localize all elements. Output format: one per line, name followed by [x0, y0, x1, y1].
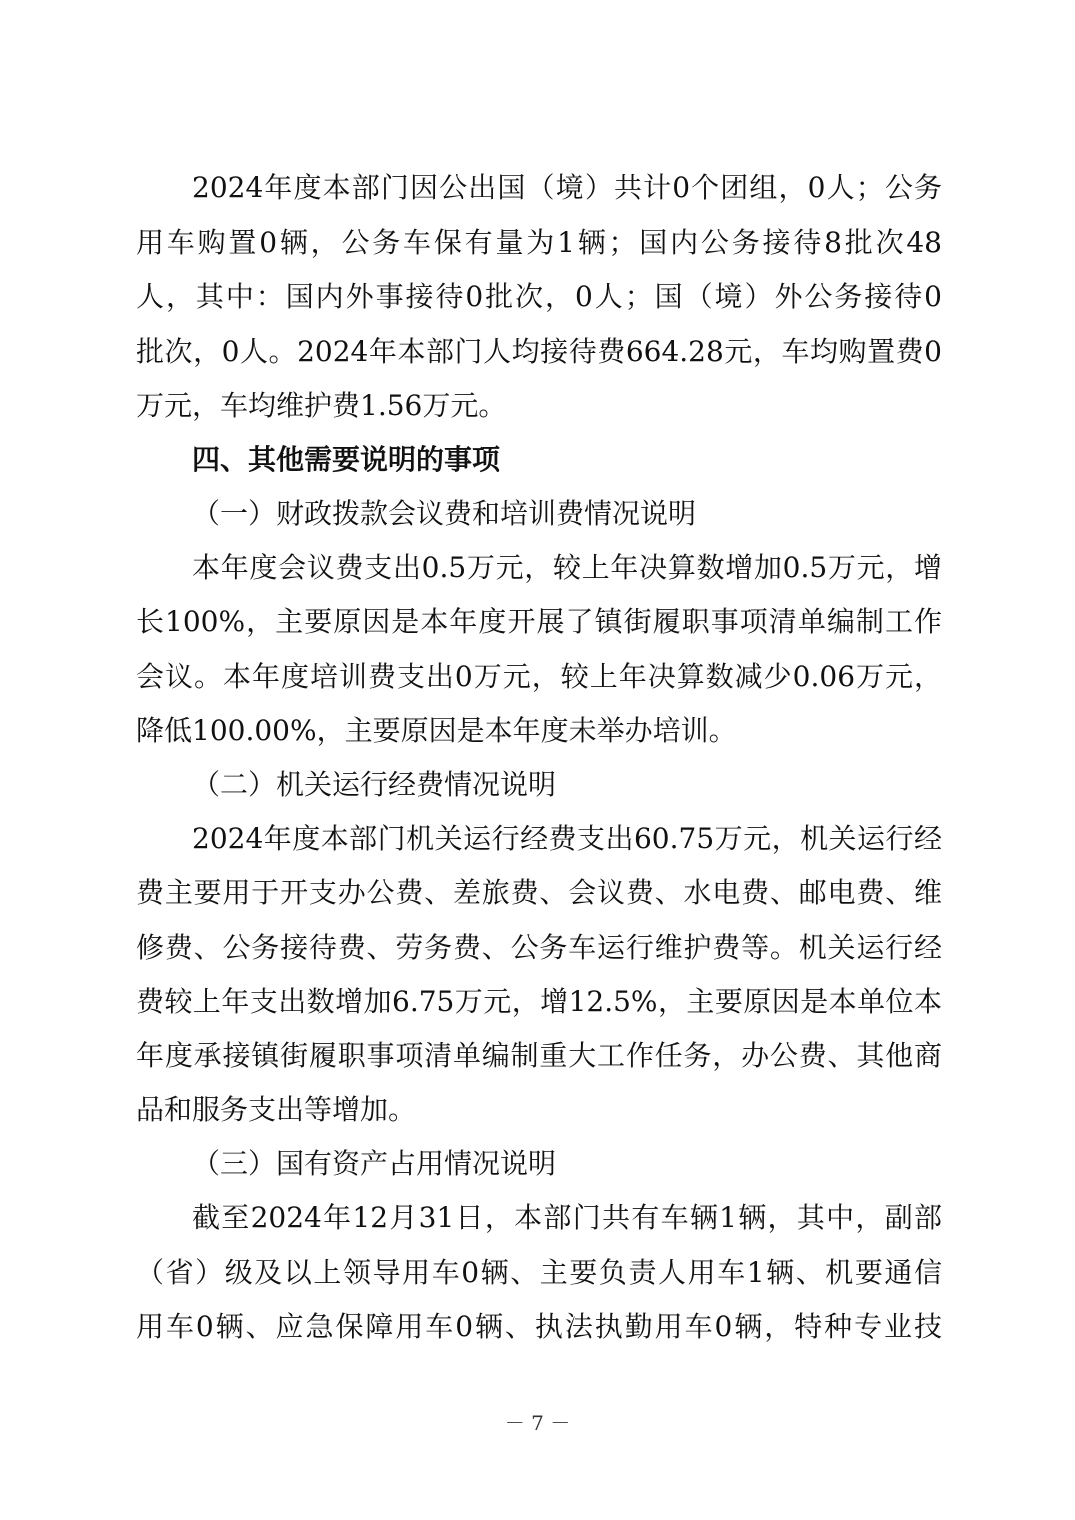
- paragraph-line: 万元，车均维护费1.56万元。: [136, 389, 507, 422]
- paragraph-line: 批次，0人。2024年本部门人均接待费664.28元，车均购置费0: [136, 335, 942, 368]
- subsection-heading: （三）国有资产占用情况说明: [192, 1147, 557, 1180]
- paragraph-line: 用车0辆、应急保障用车0辆、执法执勤用车0辆，特种专业技: [136, 1310, 942, 1343]
- paragraph-line: 会议。本年度培训费支出0万元，较上年决算数减少0.06万元，: [136, 660, 942, 693]
- paragraph-line: 费主要用于开支办公费、差旅费、会议费、水电费、邮电费、维: [136, 876, 942, 909]
- page-number: － 7 －: [504, 1411, 571, 1435]
- paragraph-line: 2024年度本部门因公出国（境）共计0个团组，0人；公务: [192, 171, 942, 204]
- paragraph-line: （省）级及以上领导用车0辆、主要负责人用车1辆、机要通信: [136, 1256, 942, 1289]
- paragraph-line: 费较上年支出数增加6.75万元，增12.5%，主要原因是本单位本: [136, 985, 942, 1018]
- paragraph-line: 人，其中：国内外事接待0批次，0人；国（境）外公务接待0: [136, 280, 942, 313]
- paragraph-line: 年度承接镇街履职事项清单编制重大工作任务，办公费、其他商: [136, 1039, 942, 1072]
- paragraph-line: 长100%，主要原因是本年度开展了镇街履职事项清单编制工作: [136, 605, 942, 638]
- section-heading: 四、其他需要说明的事项: [192, 443, 501, 476]
- paragraph-line: 修费、公务接待费、劳务费、公务车运行维护费等。机关运行经: [136, 931, 942, 964]
- subsection-heading: （一）财政拨款会议费和培训费情况说明: [192, 497, 697, 530]
- paragraph-line: 2024年度本部门机关运行经费支出60.75万元，机关运行经: [192, 822, 942, 855]
- subsection-heading: （二）机关运行经费情况说明: [192, 768, 557, 801]
- paragraph-line: 用车购置0辆，公务车保有量为1辆；国内公务接待8批次48: [136, 226, 942, 259]
- paragraph-line: 降低100.00%，主要原因是本年度未举办培训。: [136, 714, 737, 747]
- paragraph-line: 截至2024年12月31日，本部门共有车辆1辆，其中，副部: [192, 1201, 942, 1234]
- paragraph-line: 品和服务支出等增加。: [136, 1093, 417, 1126]
- paragraph-line: 本年度会议费支出0.5万元，较上年决算数增加0.5万元，增: [192, 551, 942, 584]
